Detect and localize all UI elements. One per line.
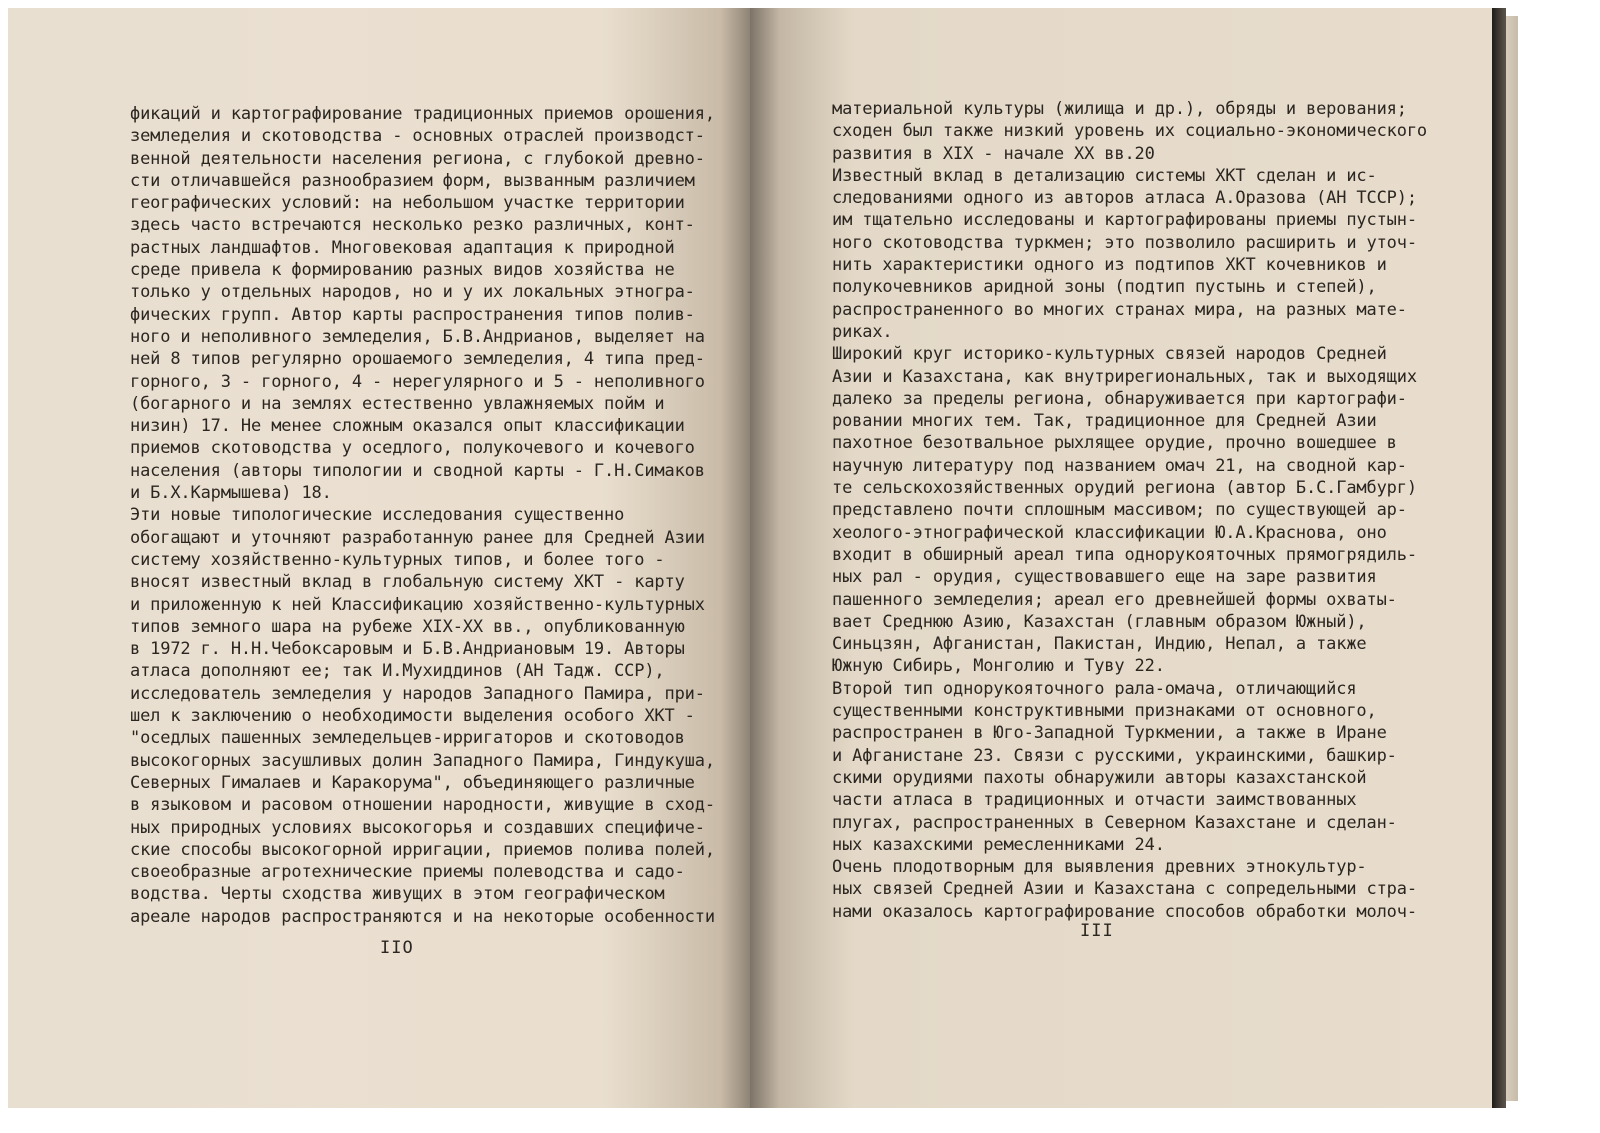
text-line: скими орудиями пахоты обнаружили авторы казахстанской [832, 767, 1367, 788]
text-line: (богарного и на землях естественно увлажняемых пойм и [130, 393, 665, 414]
text-line: Второй тип однорукояточного рала-омача, отличающийся [832, 678, 1357, 699]
text-line: плугах, распространенных в Северном Казахстане и сделан- [832, 812, 1397, 833]
text-line: пашенного земледелия; ареал его древнейшей формы охваты- [832, 589, 1397, 610]
text-line: венной деятельности населения региона, с глубокой древно- [130, 148, 705, 169]
text-line: ские способы высокогорной ирригации, приемов полива полей, [130, 839, 715, 860]
text-line: риках. [832, 321, 893, 342]
text-line: ного и неполивного земледелия, Б.В.Андрианов, выделяет на [130, 326, 705, 347]
text-line: вает Среднюю Азию, Казахстан (главным образом Южный), [832, 611, 1367, 632]
text-line: хеолого-этнографической классификации Ю.А.Краснова, оно [832, 522, 1387, 543]
text-line: и Б.Х.Кармышева) 18. [130, 483, 332, 504]
text-line: здесь часто встречаются несколько резко различных, конт- [130, 215, 695, 236]
text-line: обогащают и уточняют разработанную ранее для Средней Азии [130, 527, 705, 548]
text-line: в 1972 г. Н.Н.Чебоксаровым и Б.В.Андриановым 19. Авторы [130, 639, 685, 660]
text-line: Эти новые типологические исследования существенно [130, 505, 625, 526]
text-line: высокогорных засушливых долин Западного Памира, Гиндукуша, [130, 750, 715, 771]
text-line: вносят известный вклад в глобальную систему ХКТ - карту [130, 572, 685, 593]
text-line: части атласа в традиционных и отчасти заимствованных [832, 790, 1357, 811]
text-line: ных казахскими ремесленниками 24. [832, 834, 1165, 855]
text-line: типов земного шара на рубеже XIX-XX вв., опубликованную [130, 616, 685, 637]
right-page [750, 8, 1492, 1108]
text-line: своеобразные агротехнические приемы полеводства и садо- [130, 862, 685, 883]
text-line: Синьцзян, Афганистан, Пакистан, Индию, Непал, а также [832, 634, 1367, 655]
text-line: Широкий круг историко-культурных связей народов Средней [832, 344, 1387, 365]
text-line: Северных Гималаев и Каракорума", объединяющего различные [130, 772, 695, 793]
text-line: ровании многих тем. Так, традиционное для Средней Азии [832, 411, 1377, 432]
text-line: нить характеристики одного из подтипов ХКТ кочевников и [832, 255, 1387, 276]
text-line: полукочевников аридной зоны (подтип пустынь и степей), [832, 277, 1377, 298]
text-line: далеко за пределы региона, обнаруживается при картографи- [832, 388, 1407, 409]
text-line: им тщательно исследованы и картографированы приемы пустын- [832, 210, 1417, 231]
text-line: ней 8 типов регулярно орошаемого земледелия, 4 типа пред- [130, 349, 705, 370]
text-line: "оседлых пашенных земледельцев-ирригаторов и скотоводов [130, 728, 685, 749]
text-line: горного, 3 - горного, 4 - нерегулярного и 5 - неполивного [130, 371, 705, 392]
text-line: Очень плодотворным для выявления древних этнокультур- [832, 857, 1367, 878]
text-line: Азии и Казахстана, как внутрирегиональных, так и выходящих [832, 366, 1417, 387]
text-line: и приложенную к ней Классификацию хозяйственно-культурных [130, 594, 705, 615]
text-line: приемов скотоводства у оседлого, полукочевого и кочевого [130, 438, 695, 459]
text-line: ареале народов распространяются и на некоторые особенности [130, 906, 715, 927]
text-line: в языковом и расовом отношении народности, живущие в сход- [130, 795, 715, 816]
text-line: только у отдельных народов, но и у их локальных этногра- [130, 282, 695, 303]
text-line: научную литературу под названием омач 21, на сводной кар- [832, 455, 1407, 476]
text-line: нами оказалось картографирование способов обработки молоч- [832, 901, 1417, 922]
text-line: развития в XIX - начале XX вв.20 [832, 143, 1155, 164]
text-line: сходен был также низкий уровень их социально-экономического [832, 121, 1428, 142]
text-line: ных связей Средней Азии и Казахстана с сопредельными стра- [832, 879, 1417, 900]
text-line: существенными конструктивными признаками от основного, [832, 701, 1377, 722]
left-page-number: IIO [380, 938, 414, 958]
text-line: водства. Черты сходства живущих в этом географическом [130, 884, 665, 905]
text-line: ных природных условиях высокогорья и создавших специфиче- [130, 817, 705, 838]
left-page-text [130, 103, 715, 928]
text-line: фикаций и картографирование традиционных приемов орошения, [130, 104, 715, 124]
text-line: и Афганистане 23. Связи с русскими, украинскими, башкир- [832, 745, 1397, 766]
book-edge-pages [1506, 16, 1518, 1101]
text-line: ного скотоводства туркмен; это позволило расширить и уточ- [832, 232, 1417, 253]
text-line: систему хозяйственно-культурных типов, и более того - [130, 549, 665, 570]
text-line: населения (авторы типологии и сводной карты - Г.Н.Симаков [130, 460, 705, 481]
text-line: пахотное безотвальное рыхлящее орудие, прочно вошедшее в [832, 433, 1397, 454]
book-edge-shadow [1492, 8, 1506, 1108]
text-line: растных ландшафтов. Многовековая адаптация к природной [130, 237, 675, 258]
text-line: атласа дополняют ее; так И.Мухиддинов (АН Тадж. ССР), [130, 661, 665, 682]
book-spread [0, 8, 1600, 1108]
text-line: шел к заключению о необходимости выделения особого ХКТ - [130, 706, 695, 727]
text-line: распространен в Юго-Западной Туркмении, а также в Иране [832, 723, 1387, 744]
right-page-text [832, 98, 1428, 923]
text-line: распространенного во многих странах мира, на разных мате- [832, 299, 1407, 320]
text-line: исследователь земледелия у народов Западного Памира, при- [130, 683, 705, 704]
right-page-number: III [1080, 921, 1114, 941]
text-line: следованиями одного из авторов атласа А.Оразова (АН ТССР); [832, 188, 1417, 209]
text-line: фических групп. Автор карты распространения типов полив- [130, 304, 695, 325]
text-line: сти отличавшейся разнообразием форм, вызванным различием [130, 170, 695, 191]
left-page [8, 8, 750, 1108]
text-line: представлено почти сплошным массивом; по существующей ар- [832, 500, 1407, 521]
text-line: входит в обширный ареал типа однорукояточных прямогрядиль- [832, 544, 1417, 565]
text-line: те сельскохозяйственных орудий региона (автор Б.С.Гамбург) [832, 478, 1417, 499]
text-line: земледелия и скотоводства - основных отраслей производст- [130, 126, 705, 147]
text-line: Известный вклад в детализацию системы ХКТ сделан и ис- [832, 165, 1377, 186]
text-line: среде привела к формированию разных видов хозяйства не [130, 260, 675, 281]
text-line: ных рал - орудия, существовавшего еще на заре развития [832, 567, 1377, 588]
text-line: низин) 17. Не менее сложным оказался опыт классификации [130, 416, 685, 437]
text-line: географических условий: на небольшом участке территории [130, 193, 685, 214]
text-line: Южную Сибирь, Монголию и Туву 22. [832, 656, 1165, 677]
text-line: материальной культуры (жилища и др.), обряды и верования; [832, 99, 1407, 119]
